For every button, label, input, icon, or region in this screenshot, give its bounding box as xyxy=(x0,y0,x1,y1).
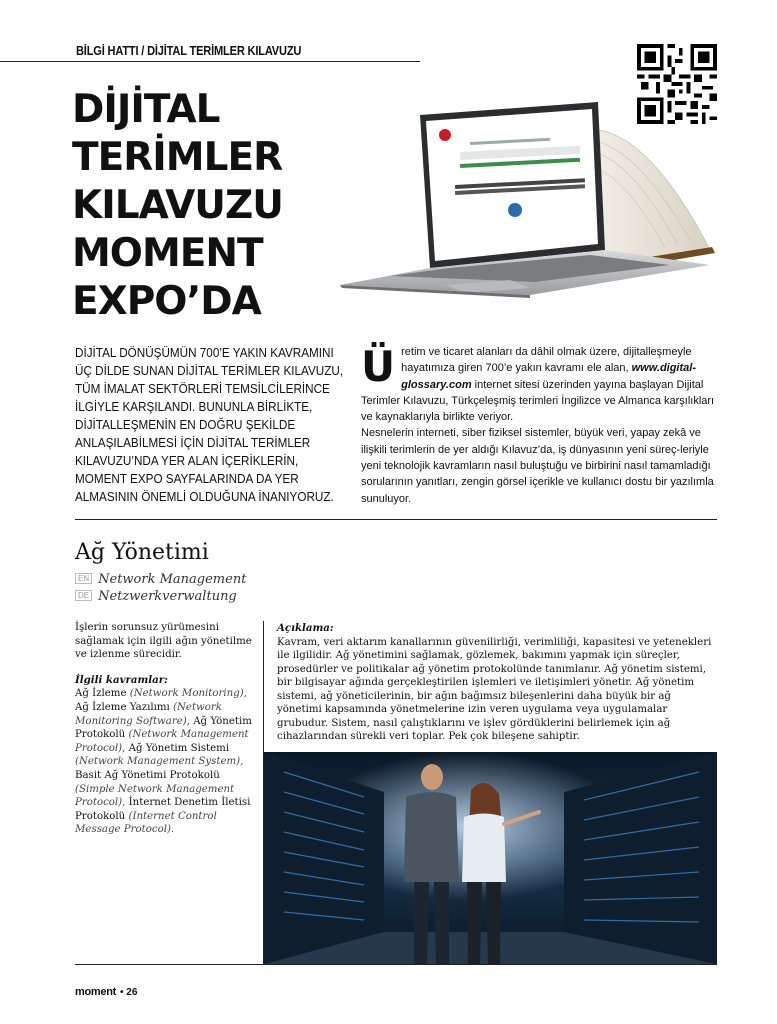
website-link[interactable]: www.digital-glossary.com xyxy=(401,362,696,391)
related-term: İnternet Denetim İletisi Protokolü xyxy=(75,797,251,822)
intro-paragraph xyxy=(361,344,717,425)
related-term: Ağ Yönetim Protokolü xyxy=(75,715,252,741)
term-description xyxy=(277,622,717,744)
top-divider xyxy=(0,61,420,62)
term-definition: İşlerin sorunsuz yürümesini sağlamak için ilgili ağın yönetilme ve izlenme sürecidir. xyxy=(75,622,252,661)
section-divider xyxy=(75,519,717,520)
page-footer xyxy=(75,986,137,998)
section-label: BİLGİ HATTI / DİJİTAL TERİMLER KILAVUZU xyxy=(76,43,302,58)
related-term-en: (Network Monitoring), xyxy=(129,688,247,700)
term-title: Ağ Yönetimi xyxy=(75,540,209,565)
headline-line: DİJİTAL xyxy=(72,87,220,132)
related-term-en: (Simple Network Management Protocol), xyxy=(75,783,235,809)
page-number: • 26 xyxy=(119,986,138,998)
intro-text xyxy=(361,344,717,507)
headline-line: EXPO’DA xyxy=(72,279,261,324)
lang-code-en: EN xyxy=(75,573,92,584)
drop-cap: Ü xyxy=(361,342,396,391)
headline xyxy=(72,86,312,326)
related-term: Ağ İzleme xyxy=(75,688,127,700)
translation-en xyxy=(75,572,246,587)
brand-logo: moment xyxy=(75,986,116,998)
term-sidebar xyxy=(75,621,257,837)
intro-text-part: retim ve ticaret alanları da dâhil olmak üzere, dijitalleşmeyle hayatımıza giren 700’e yakın kavramı ele alan, xyxy=(401,346,692,375)
related-heading: İlgili kavramlar: xyxy=(75,673,168,686)
laptop-book-illustration xyxy=(280,90,720,300)
translation-de xyxy=(75,589,237,604)
bottom-divider xyxy=(75,964,717,965)
lead-paragraph: DİJİTAL DÖNÜŞÜMÜN 700’E YAKIN KAVRAMINI ÜÇ DİLDE SUNAN DİJİTAL TERİMLER KILAVUZU, TÜM İMALAT SEKTÖRLERİ TEMSİLCİLERİNCE İLGİYLE KARŞILANDI. BUNUNLA BİRLİKTE, DİJİTALLEŞMENİN EN DOĞRU ŞEKİLDE ANLAŞILABİLMESİ İÇİN DİJİTAL TERİMLER KILAVUZU’NDA YER ALAN İÇERİKLERİN, MOMENT EXPO SAYFALARINDA DA YER ALMASININ ÖNEMLİ OLDUĞUNA İNANIYORUZ. xyxy=(75,345,344,504)
intro-paragraph-2: Nesnelerin interneti, siber fiziksel sistemler, büyük veri, yapay zekâ ve ilişkili terimlerin de yer aldığı Kılavuz’da, iş dünyasının yeni süreç-leriyle yeni teknolojik kavramların nasıl buluştuğu ve birbirini nasıl tamamladığı sorularının yanıtları, zengin görsel içerikle ve kullanıcı dostu bir yazılımla sunuluyor. xyxy=(361,427,714,505)
related-term-en: (Network Management Protocol), xyxy=(75,729,249,754)
related-term: Basit Ağ Yönetimi Protokolü xyxy=(75,769,220,781)
headline-line: MOMENT xyxy=(72,231,263,276)
related-term-en: (Network Management System), xyxy=(75,756,244,768)
related-list xyxy=(75,687,257,837)
related-term-en: (Network Monitoring Software), xyxy=(75,701,222,727)
description-heading: Açıklama: xyxy=(277,622,334,634)
related-term: Ağ İzleme Yazılımı xyxy=(75,701,170,713)
intro-text-part: internet sitesi üzerinden yayına başlayan Dijital Terimler Kılavuzu, Türkçeleşmiş terimleri İngilizce ve Almanca karşılıkları ve kaynaklarıyla birlikte veriyor. xyxy=(361,378,715,424)
server-room-photo xyxy=(264,752,717,964)
headline-line: KILAVUZU xyxy=(72,183,283,228)
headline-line: TERİMLER xyxy=(72,135,283,180)
related-term-en: (Internet Control Message Protocol). xyxy=(75,810,217,836)
lang-code-de: DE xyxy=(75,590,92,601)
description-text: Kavram, veri aktarım kanallarının güvenilirliği, verimliliği, kapasitesi ve yetenekleri ile ilgilidir. Ağ yönetimini sağlamak, gözlemek, bakımını yapmak için süreçler, prosedürler ve politikalar ağ yönetim protokolünde tanımlanır. Ağ yönetim sistemi, bir bilgisayar ağında gerçekleştirilen işlemleri ve iletişimleri yönetir. Ağ yönetim sistemi, ağ yöneticilerinin, bir ağın bağımsız bileşenlerini daha büyük bir ağ yönetimi kapsamında yönetmelerine izin veren uygulama veya uygulamalar grubudur. Sistem, nasıl çalıştıklarını ve işlev gördüklerini belirlemek için ağ cihazlarından sürekli veri toplar. Pek çok bileşene sahiptir. xyxy=(277,636,712,742)
translation-en-text: Network Management xyxy=(98,572,247,587)
related-term: Ağ Yönetim Sistemi xyxy=(128,742,230,754)
translation-de-text: Netzwerkverwaltung xyxy=(98,589,237,604)
